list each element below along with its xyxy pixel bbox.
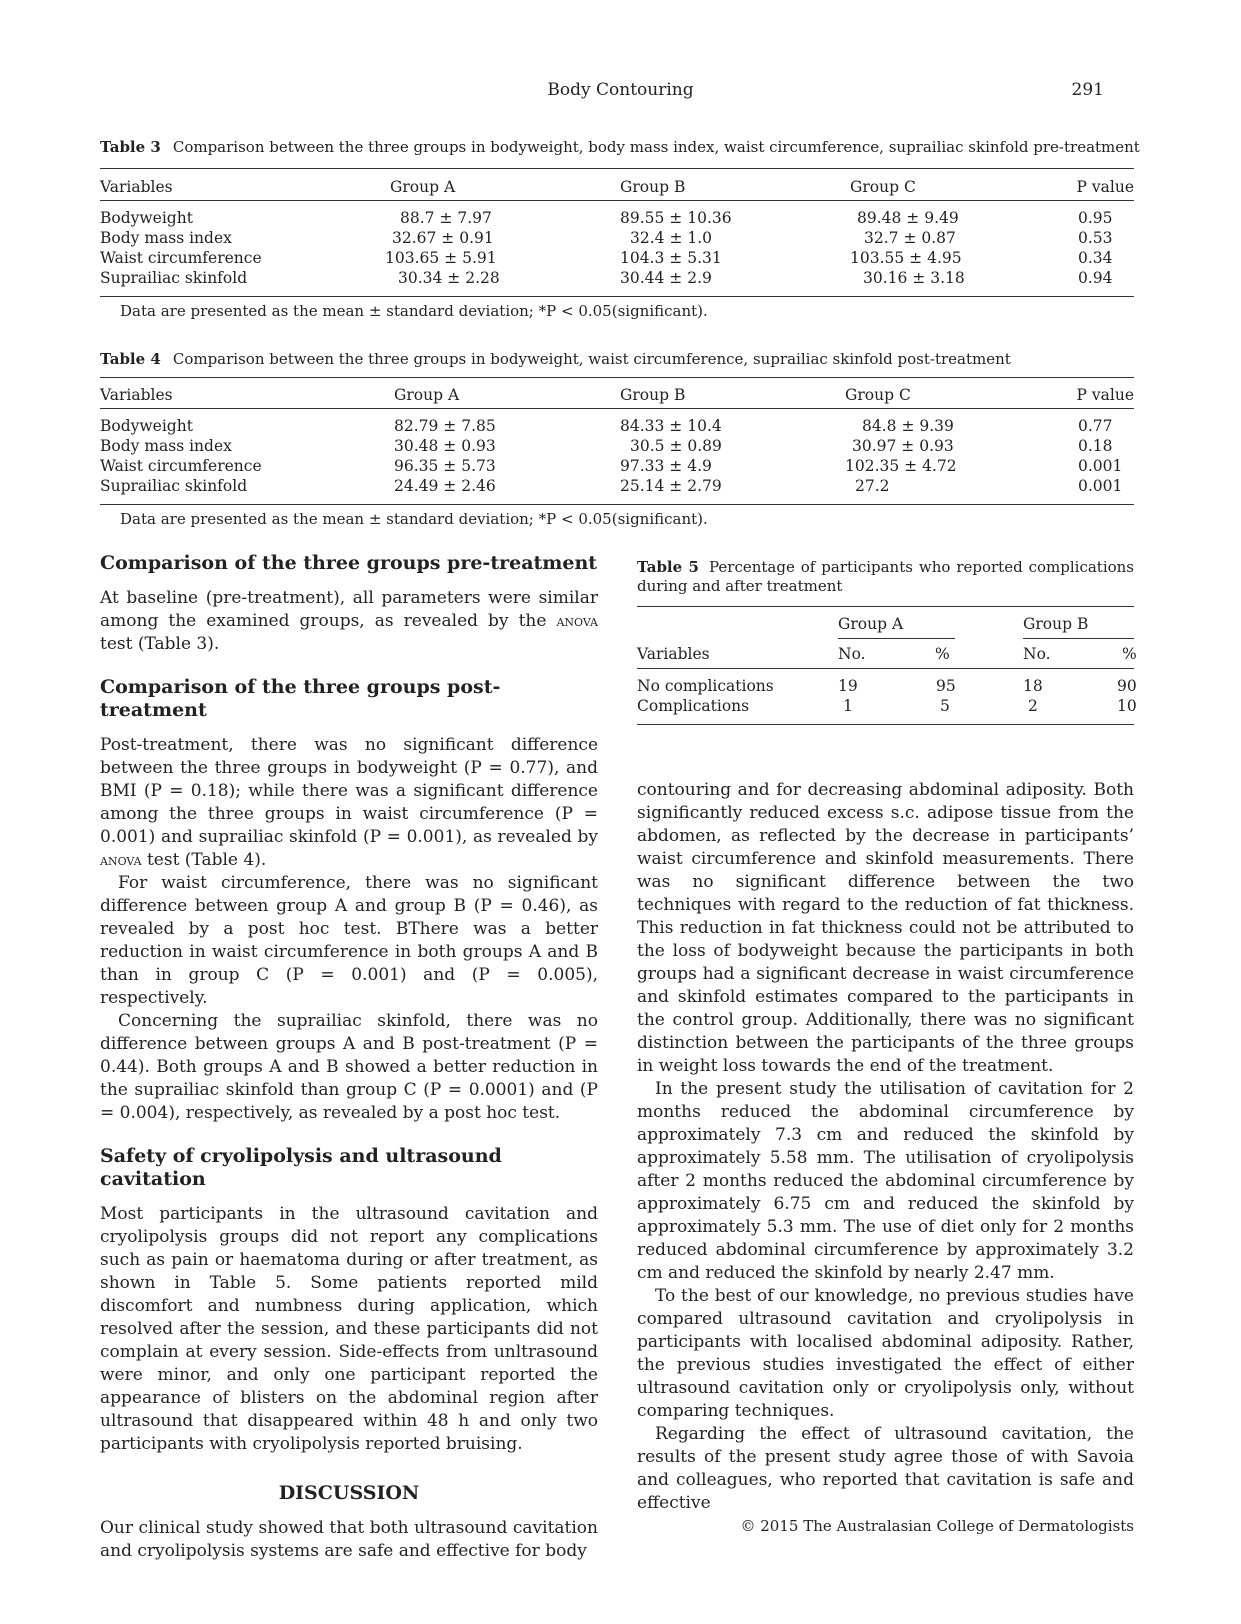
table5-label: Table 5 (637, 558, 699, 576)
table3-caption (100, 138, 1140, 156)
table-cell: 19 (838, 677, 858, 695)
anova-term: anova (100, 851, 142, 869)
table-cell: 0.95 (1078, 209, 1113, 227)
table-cell: 30.97 ± 0.93 (852, 437, 954, 455)
table-cell: 0.94 (1078, 269, 1113, 287)
table-cell: 84.33 ± 10.4 (620, 417, 722, 435)
table4-note: Data are presented as the mean ± standard deviation; *P < 0.05(significant). (120, 510, 708, 528)
table3-col-group-a: Group A (390, 178, 456, 196)
table5-group-a: Group A (838, 615, 904, 633)
table5-col-no-b: No. (1023, 645, 1051, 663)
table-cell: 32.4 ± 1.0 (630, 229, 713, 247)
table3-label: Table 3 (100, 138, 161, 156)
table-cell: 96.35 ± 5.73 (394, 457, 496, 475)
table-cell: 0.53 (1078, 229, 1113, 247)
paragraph: Our clinical study showed that both ultrasound cavitation and cryolipolysis systems are safe and effective for body (100, 1518, 598, 1561)
table-cell: 0.34 (1078, 249, 1113, 267)
table5-col-pct-a: % (935, 645, 950, 663)
table-cell: 0.77 (1078, 417, 1113, 435)
text-span: test (Table 4). (141, 850, 267, 870)
table-cell: 30.48 ± 0.93 (394, 437, 496, 455)
table-cell: 5 (940, 697, 950, 715)
table5-group-b: Group B (1023, 615, 1089, 633)
table-cell: 103.55 ± 4.95 (850, 249, 962, 267)
paragraph: In the present study the utilisation of cavitation for 2 months reduced the abdominal circumference by approximately 7.3 cm and reduced the skinfold by approximately 5.58 mm. The utilisation of cryolipolysis after 2 months reduced the abdominal circumference by approximately 6.75 cm and reduced the skinfold by approximately 5.3 mm. The use of diet only for 2 months reduced abdominal circumference by approximately 3.2 cm and reduced the skinfold by nearly 2.47 mm. (637, 1079, 1134, 1283)
table3-header-rule (100, 200, 1134, 201)
table-cell: 82.79 ± 7.85 (394, 417, 496, 435)
anova-term: anova (556, 612, 598, 630)
table5-row-label: Complications (637, 697, 750, 715)
table-cell: 0.18 (1078, 437, 1113, 455)
table4-caption-text: Comparison between the three groups in bodyweight, waist circumference, suprailiac skinfold post-treatment (172, 350, 1011, 368)
table-row (100, 268, 1134, 288)
table-cell: 18 (1023, 677, 1043, 695)
table-cell: Waist circumference (100, 457, 262, 475)
table-row (100, 476, 1134, 496)
table5-group-b-rule (1023, 638, 1134, 639)
table5-group-a-rule (838, 638, 955, 639)
table-cell: 0.001 (1078, 477, 1123, 495)
table-row (100, 456, 1134, 476)
paragraph: contouring and for decreasing abdominal adiposity. Both significantly reduced excess s.c. adipose tissue from the abdomen, as reflected by the decrease in participants’ waist circumference and skinfold measurements. There was no significant difference between the two techniques with regard to the reduction of fat thickness. This reduction in fat thickness could not be attributed to the loss of bodyweight because the participants in both groups had a significant decrease in waist circumference and skinfold estimates compared to the participants in the control group. Additionally, there was no significant distinction between the participants of the three groups in weight loss towards the end of the treatment. (637, 780, 1134, 1076)
table4-col-variables: Variables (100, 386, 173, 404)
table-cell: 88.7 ± 7.97 (400, 209, 492, 227)
section-heading-post-treatment: Comparison of the three groups post-treatment (100, 676, 501, 721)
table-cell: Suprailiac skinfold (100, 269, 248, 287)
table-cell: 32.7 ± 0.87 (864, 229, 956, 247)
table-cell: 30.34 ± 2.28 (398, 269, 500, 287)
table-cell: 30.16 ± 3.18 (863, 269, 965, 287)
table-cell: 27.2 (855, 477, 890, 495)
table-cell: 2 (1028, 697, 1038, 715)
paragraph: Most participants in the ultrasound cavitation and cryolipolysis groups did not report any complications such as pain or haematoma during or after treatment, as shown in Table 5. Some patients reported mild discomfort and numbness during application, which resolved after the session, and these participants did not complain at every session. Side-effects from unltrasound were minor, and only one participant reported the appearance of blisters on the abdominal region after ultrasound that disappeared within 48 h and only two participants with cryolipolysis reported bruising. (100, 1204, 598, 1454)
table-cell: 1 (843, 697, 853, 715)
table-cell: 89.55 ± 10.36 (620, 209, 732, 227)
table-cell: 104.3 ± 5.31 (620, 249, 722, 267)
table3-caption-text: Comparison between the three groups in bodyweight, body mass index, waist circumference, suprailiac skinfold pre-treatment (172, 138, 1140, 156)
table-cell: 25.14 ± 2.79 (620, 477, 722, 495)
right-column (637, 779, 1134, 1515)
table5-col-pct-b: % (1122, 645, 1137, 663)
page-number: 291 (1071, 80, 1104, 100)
table-cell: Body mass index (100, 229, 232, 247)
table-cell: 97.33 ± 4.9 (620, 457, 712, 475)
table-cell: 103.65 ± 5.91 (385, 249, 497, 267)
table-cell: 102.35 ± 4.72 (845, 457, 957, 475)
copyright-footer: © 2015 The Australasian College of Dermatologists (740, 1517, 1134, 1535)
table-cell: 84.8 ± 9.39 (862, 417, 954, 435)
table-cell: 0.001 (1078, 457, 1123, 475)
text-span: Post-treatment, there was no significant difference between the three groups in bodyweight (P = 0.77), and BMI (P = 0.18); while there was a significant difference among the three groups in waist circumference (P = 0.001) and suprailiac skinfold (P = 0.001), as revealed by (100, 735, 598, 847)
table3-top-rule (100, 168, 1134, 169)
table5-top-rule (637, 606, 1134, 607)
paragraph (100, 734, 598, 872)
table-cell: 30.5 ± 0.89 (630, 437, 722, 455)
table3-col-group-c: Group C (850, 178, 916, 196)
table-cell: 24.49 ± 2.46 (394, 477, 496, 495)
table5-header-rule (637, 668, 1134, 669)
table4-top-rule (100, 377, 1134, 378)
table3-col-group-b: Group B (620, 178, 686, 196)
table-cell: 10 (1117, 697, 1137, 715)
table4-header-row (100, 385, 1134, 405)
running-title: Body Contouring (547, 80, 694, 100)
table3-note: Data are presented as the mean ± standard deviation; *P < 0.05(significant). (120, 302, 708, 320)
table-row (100, 416, 1134, 436)
table4-label: Table 4 (100, 350, 161, 368)
table4-header-rule (100, 408, 1134, 409)
table-row (100, 228, 1134, 248)
table3-col-pvalue: P value (1076, 178, 1134, 196)
table5-row-label: No complications (637, 677, 774, 695)
table5-caption-text: Percentage of participants who reported complications during and after treatment (637, 558, 1135, 595)
table-cell: Suprailiac skinfold (100, 477, 248, 495)
table-row (100, 248, 1134, 268)
table5-caption (637, 558, 1134, 596)
section-heading-safety: Safety of cryolipolysis and ultrasound cavitation (100, 1145, 502, 1190)
discussion-heading: DISCUSSION (278, 1482, 420, 1504)
text-span: At baseline (pre-treatment), all parameters were similar among the examined groups, as revealed by the (100, 588, 598, 631)
text-span: test (Table 3). (100, 634, 220, 654)
table-row (100, 208, 1134, 228)
table5-col-no-a: No. (838, 645, 866, 663)
table-cell: 89.48 ± 9.49 (857, 209, 959, 227)
table-cell: Bodyweight (100, 209, 193, 227)
table-cell: 32.67 ± 0.91 (392, 229, 494, 247)
paragraph (100, 587, 598, 656)
paragraph: To the best of our knowledge, no previous studies have compared ultrasound cavitation and cryolipolysis in participants with localised abdominal adiposity. Rather, the previous studies investigated the effect of either ultrasound cavitation only or cryolipolysis only, without comparing techniques. (637, 1286, 1134, 1421)
paragraph: Regarding the effect of ultrasound cavitation, the results of the present study agree those of with Savoia and colleagues, who reported that cavitation is safe and effective (637, 1424, 1134, 1513)
table4-col-group-c: Group C (845, 386, 911, 404)
table4-caption (100, 350, 1011, 368)
table-cell: 30.44 ± 2.9 (620, 269, 712, 287)
section-heading-pre-treatment: Comparison of the three groups pre-treatment (100, 552, 598, 574)
table5-col-variables: Variables (637, 645, 710, 663)
table3-header-row (100, 177, 1134, 197)
paragraph: For waist circumference, there was no significant difference between group A and group B (P = 0.46), as revealed by a post hoc test. BThere was a better reduction in waist circumference in both groups A and B than in group C (P = 0.001) and (P = 0.005), respectively. (100, 873, 598, 1008)
left-column (100, 552, 598, 1563)
table-cell: 95 (936, 677, 956, 695)
table4-col-group-b: Group B (620, 386, 686, 404)
table4-bottom-rule (100, 504, 1134, 505)
paragraph: Concerning the suprailiac skinfold, there was no difference between groups A and B post-treatment (P = 0.44). Both groups A and B showed a better reduction in the suprailiac skinfold than group C (P = 0.0001) and (P = 0.004), respectively, as revealed by a post hoc test. (100, 1011, 598, 1123)
table5-bottom-rule (637, 724, 1134, 725)
table-row (100, 436, 1134, 456)
table3-bottom-rule (100, 296, 1134, 297)
table-cell: Waist circumference (100, 249, 262, 267)
table-cell: 90 (1117, 677, 1137, 695)
table4-col-pvalue: P value (1076, 386, 1134, 404)
table-cell: Body mass index (100, 437, 232, 455)
table3-col-variables: Variables (100, 178, 173, 196)
table-cell: Bodyweight (100, 417, 193, 435)
table4-col-group-a: Group A (394, 386, 460, 404)
